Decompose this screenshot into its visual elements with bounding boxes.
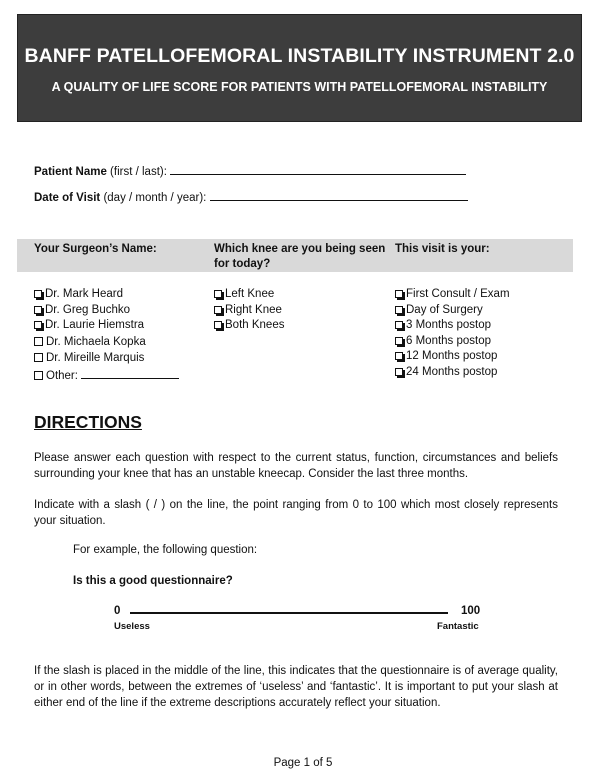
surgeon-option-other[interactable]: Other:: [34, 368, 179, 385]
example-scale-line[interactable]: [130, 612, 448, 614]
visit-date-line[interactable]: [210, 190, 468, 201]
knee-options: [214, 287, 284, 334]
checkbox-icon[interactable]: [34, 321, 42, 329]
checkbox-icon[interactable]: [395, 290, 403, 298]
visit-options: [395, 287, 510, 381]
visit-date-field: [34, 190, 468, 204]
directions-paragraph-3: If the slash is placed in the middle of the line, this indicates that the questionnaire is of average quality, or in other words, between the extremes of ‘useless’ and ‘fantastic’. It is important to put your slash at either end of the line if the extreme descriptions accurately reflect your situation.: [34, 665, 558, 709]
checkbox-icon[interactable]: [395, 337, 403, 345]
document-subtitle: A QUALITY OF LIFE SCORE FOR PATIENTS WITH PATELLOFEMORAL INSTABILITY: [51, 80, 548, 94]
visit-option[interactable]: 12 Months postop: [395, 349, 510, 365]
page-number: Page 1 of 5: [273, 757, 333, 769]
checkbox-icon[interactable]: [34, 371, 43, 380]
surgeon-option[interactable]: Dr. Greg Buchko: [34, 303, 179, 319]
visit-option[interactable]: 3 Months postop: [395, 318, 510, 334]
surgeon-options: [34, 287, 179, 385]
checkbox-icon[interactable]: [34, 353, 43, 362]
example-question: Is this a good questionnaire?: [73, 575, 233, 587]
visit-header: This visit is your:: [395, 243, 490, 255]
directions-paragraph-2: Indicate with a slash ( / ) on the line, the point ranging from 0 to 100 which most closely represents your situation.: [34, 499, 558, 527]
knee-option[interactable]: Right Knee: [214, 303, 284, 319]
visit-option[interactable]: First Consult / Exam: [395, 287, 510, 303]
patient-name-hint: (first / last):: [106, 166, 171, 178]
surgeon-option[interactable]: Dr. Laurie Hiemstra: [34, 318, 179, 334]
checkbox-icon[interactable]: [395, 352, 403, 360]
checkbox-icon[interactable]: [214, 306, 222, 314]
checkbox-icon[interactable]: [34, 337, 43, 346]
title-banner: [17, 14, 582, 122]
surgeon-option[interactable]: Dr. Mireille Marquis: [34, 351, 179, 367]
scale-max-value: 100: [461, 605, 481, 617]
knee-option[interactable]: Left Knee: [214, 287, 284, 303]
surgeon-option[interactable]: Dr. Michaela Kopka: [34, 335, 179, 351]
directions-heading: DIRECTIONS: [34, 412, 142, 432]
visit-option[interactable]: Day of Surgery: [395, 303, 510, 319]
patient-name-label: Patient Name: [34, 166, 107, 178]
other-surgeon-line[interactable]: [81, 368, 179, 379]
checkbox-icon[interactable]: [395, 368, 403, 376]
surgeon-option[interactable]: Dr. Mark Heard: [34, 287, 179, 303]
checkbox-icon[interactable]: [214, 290, 222, 298]
scale-min-label: Useless: [114, 621, 150, 632]
checkbox-icon[interactable]: [395, 321, 403, 329]
checkbox-icon[interactable]: [214, 321, 222, 329]
scale-min-value: 0: [114, 605, 121, 617]
visit-date-label: Date of Visit: [34, 192, 101, 204]
patient-name-line[interactable]: [170, 164, 466, 175]
visit-option[interactable]: 24 Months postop: [395, 365, 510, 381]
patient-name-field: [34, 164, 466, 178]
checkbox-icon[interactable]: [395, 306, 403, 314]
surgeon-header: Your Surgeon’s Name:: [34, 243, 157, 255]
knee-header: Which knee are you being seen for today?: [214, 243, 386, 270]
scale-max-label: Fantastic: [437, 621, 479, 632]
visit-date-hint: (day / month / year):: [100, 192, 210, 204]
directions-paragraph-1: Please answer each question with respect to the current status, function, circumstances and beliefs surrounding your knee that has an unstable kneecap. Consider the last three months.: [34, 452, 558, 480]
checkbox-icon[interactable]: [34, 306, 42, 314]
example-intro: For example, the following question:: [73, 544, 258, 556]
document-title: BANFF PATELLOFEMORAL INSTABILITY INSTRUMENT 2.0: [24, 45, 575, 67]
visit-option[interactable]: 6 Months postop: [395, 334, 510, 350]
checkbox-icon[interactable]: [34, 290, 42, 298]
knee-option[interactable]: Both Knees: [214, 318, 284, 334]
